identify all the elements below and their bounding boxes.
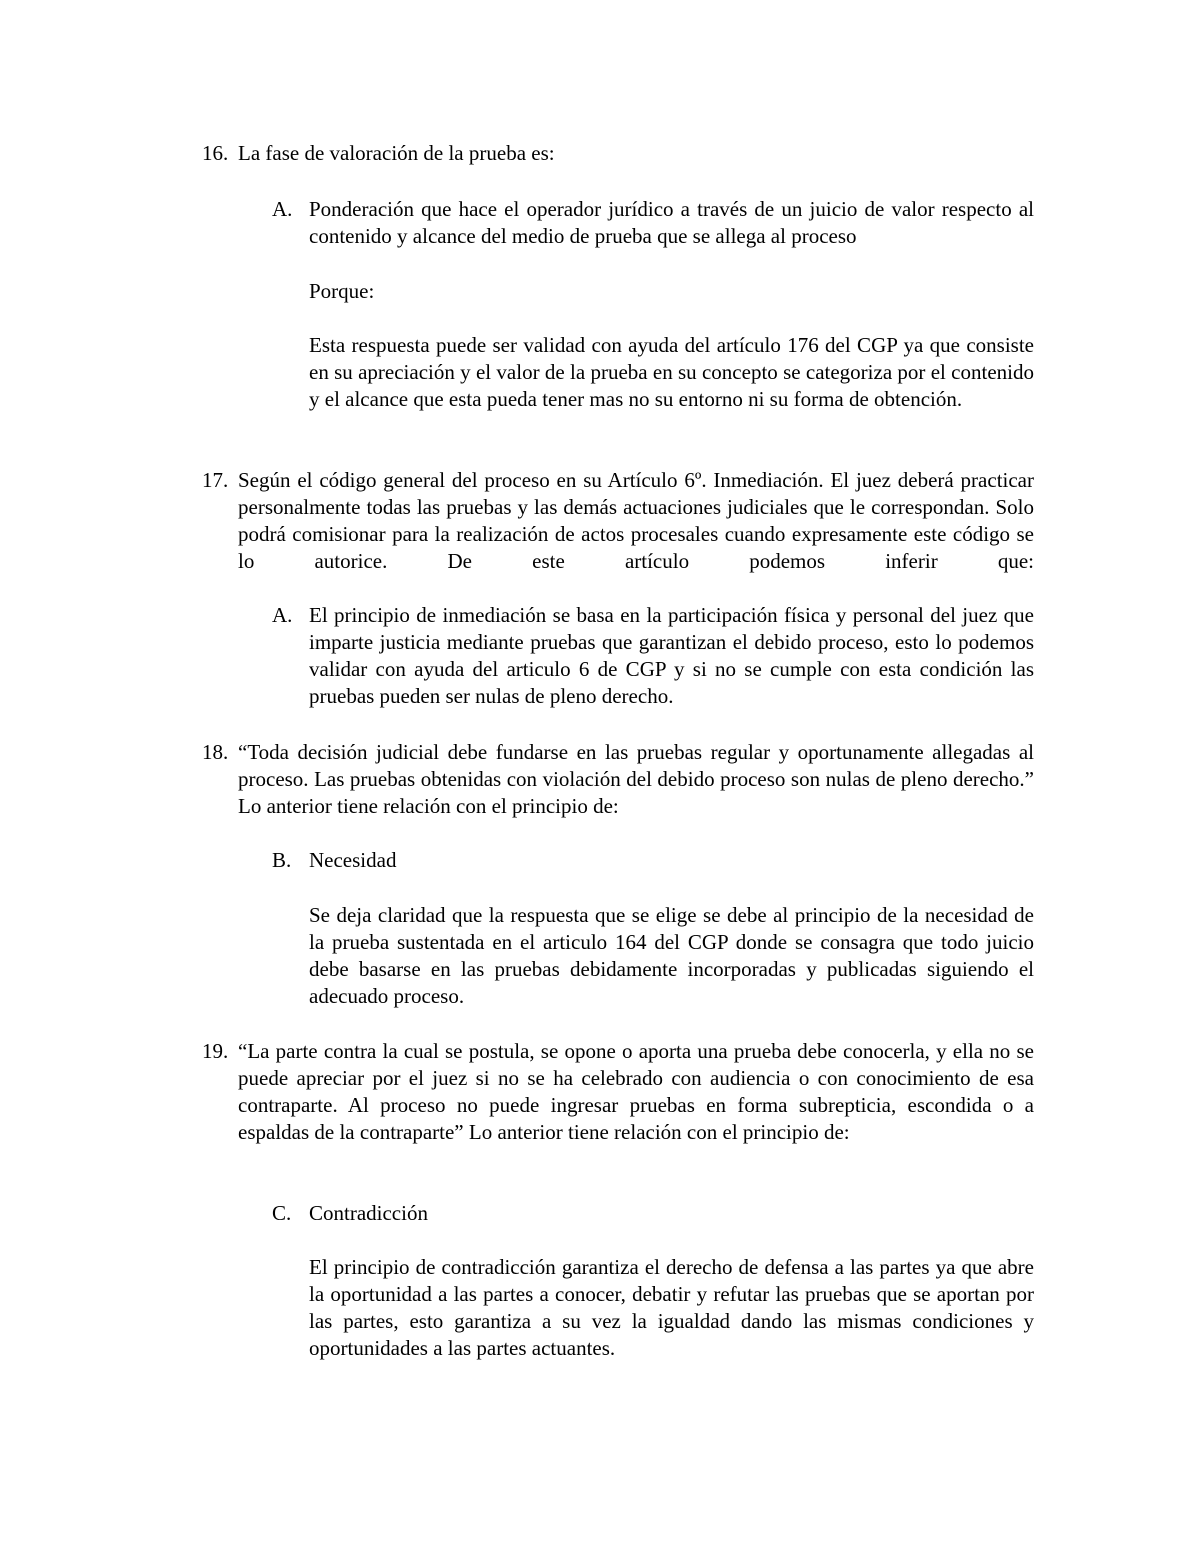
question-19-option-letter: C. [272,1201,292,1225]
question-17-stem: Según el código general del proceso en su Artículo 6º. Inmediación. El juez deberá practicar personalmente todas las pruebas y las demás actuaciones judiciales que le correspondan. Solo podrá comisionar para la realización de actos procesales cuando expresamente este código se lo autorice. De este artículo podemos inferir que: [238,468,1034,573]
question-16-stem: La fase de valoración de la prueba es: [238,141,555,165]
question-18-option-text: Necesidad [309,848,397,872]
question-16-explanation: Esta respuesta puede ser validad con ayuda del artículo 176 del CGP ya que consiste en su apreciación y el valor de la prueba en su concepto se categoriza por el contenido y el alcance que esta pueda tener mas no su entorno ni su forma de obtención. [309,333,1034,411]
question-16-option-text: Ponderación que hace el operador jurídico a través de un juicio de valor respecto al contenido y alcance del medio de prueba que se allega al proceso [309,197,1034,248]
question-18-number: 18. [202,740,229,764]
question-19-stem: “La parte contra la cual se postula, se opone o aporta una prueba debe conocerla, y ella no se puede apreciar por el juez si no se ha celebrado con audiencia o con conocimiento de esa contraparte. Al proceso no puede ingresar pruebas en forma subrepticia, escondida o a espaldas de la contraparte” Lo anterior tiene relación con el principio de: [238,1039,1034,1144]
question-19-number: 19. [202,1039,229,1063]
question-17-option-text: El principio de inmediación se basa en la participación física y personal del juez que imparte justicia mediante pruebas que garantizan el debido proceso, esto lo podemos validar con ayuda del articulo 6 de CGP y si no se cumple con esta condición las pruebas pueden ser nulas de pleno derecho. [309,603,1034,708]
question-19-option-text: Contradicción [309,1201,428,1225]
question-16-number: 16. [202,141,229,165]
question-18-stem: “Toda decisión judicial debe fundarse en las pruebas regular y oportunamente allegadas al proceso. Las pruebas obtenidas con violación del debido proceso son nulas de pleno derecho.” Lo anterior tiene relación con el principio de: [238,740,1034,818]
question-18-option-letter: B. [272,848,292,872]
question-16-porque-label: Porque: [309,279,375,303]
question-17-number: 17. [202,468,229,492]
question-18-explanation: Se deja claridad que la respuesta que se elige se debe al principio de la necesidad de la prueba sustentada en el articulo 164 del CGP donde se consagra que todo juicio debe basarse en las pruebas debidamente incorporadas y publicadas siguiendo el adecuado proceso. [309,903,1034,1008]
question-19-explanation: El principio de contradicción garantiza el derecho de defensa a las partes ya que abre la oportunidad a las partes a conocer, debatir y refutar las pruebas que se aportan por las partes, esto garantiza a su vez la igualdad dando las mismas condiciones y oportunidades a las partes actuantes. [309,1255,1034,1360]
question-16-option-letter: A. [272,197,293,221]
question-17-option-letter: A. [272,603,293,627]
